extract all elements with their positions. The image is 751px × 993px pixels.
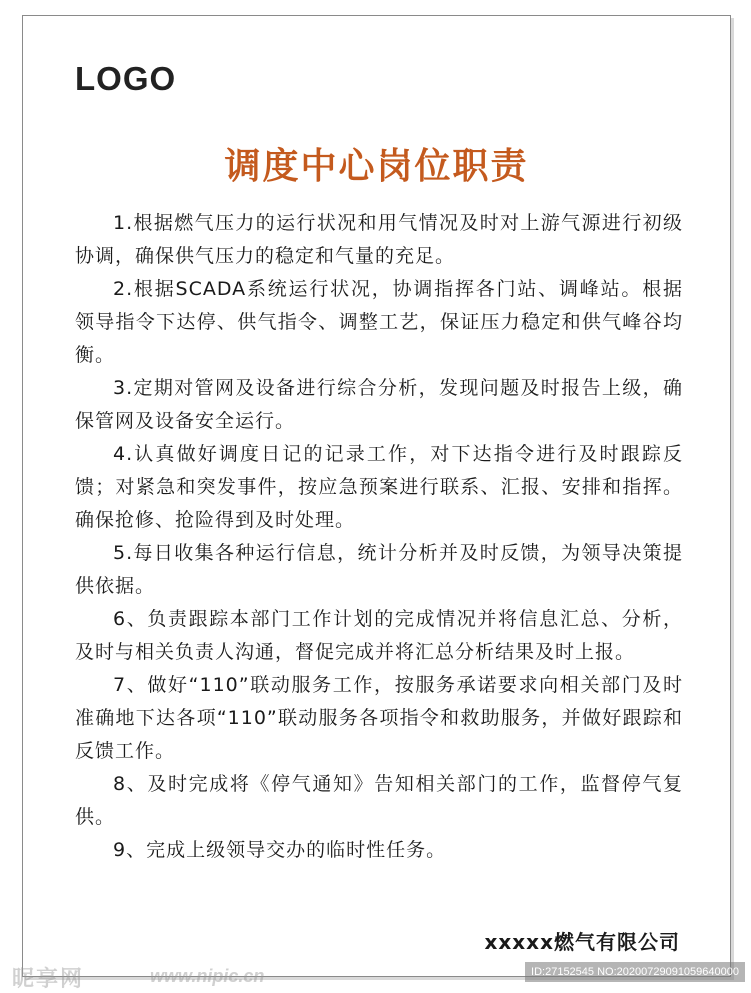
watermark-site-name: 昵享网 bbox=[12, 967, 85, 992]
duty-item-3: 3.定期对管网及设备进行综合分析，发现问题及时报告上级，确保管网及设备安全运行。 bbox=[75, 377, 683, 432]
duty-board bbox=[22, 15, 731, 977]
duty-item-7: 7、做好“110”联动服务工作，按服务承诺要求向相关部门及时准确地下达各项“110”联动服务各项指令和救助服务，并做好跟踪和反馈工作。 bbox=[75, 674, 683, 762]
watermark-id-badge: ID:27152545 NO:20200729091059640000 bbox=[525, 962, 745, 982]
duty-item-4: 4.认真做好调度日记的记录工作，对下达指令进行及时跟踪反馈；对紧急和突发事件，按应急预案进行联系、汇报、安排和指挥。确保抢修、抢险得到及时处理。 bbox=[75, 443, 683, 531]
duty-item-6: 6、负责跟踪本部门工作计划的完成情况并将信息汇总、分析，及时与相关负责人沟通，督促完成并将汇总分析结果及时上报。 bbox=[75, 608, 683, 663]
company-name: xxxxx燃气有限公司 bbox=[484, 930, 680, 954]
duty-list bbox=[75, 207, 683, 867]
duty-item-9: 9、完成上级领导交办的临时性任务。 bbox=[113, 839, 447, 861]
duty-item-2: 2.根据SCADA系统运行状况，协调指挥各门站、调峰站。根据领导指令下达停、供气指令、调整工艺，保证压力稳定和供气峰谷均衡。 bbox=[75, 278, 683, 366]
logo: LOGO bbox=[75, 60, 177, 97]
duty-item-8: 8、及时完成将《停气通知》告知相关部门的工作，监督停气复供。 bbox=[75, 773, 683, 828]
page-title: 调度中心岗位职责 bbox=[224, 146, 529, 187]
watermark-url: www.nipic.cn bbox=[150, 966, 265, 986]
duty-item-1: 1.根据燃气压力的运行状况和用气情况及时对上游气源进行初级协调，确保供气压力的稳定和气量的充足。 bbox=[75, 212, 683, 267]
duty-item-5: 5.每日收集各种运行信息，统计分析并及时反馈，为领导决策提供依据。 bbox=[75, 542, 683, 597]
